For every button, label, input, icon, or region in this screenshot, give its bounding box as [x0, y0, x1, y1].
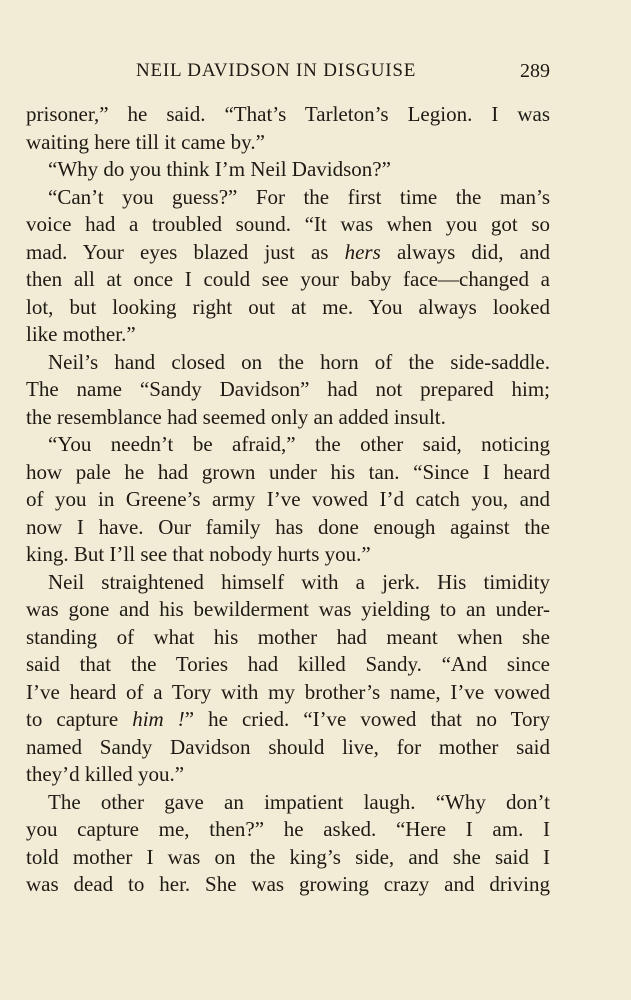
line-text: “Can’t you guess?” For the first time the man’s [48, 184, 550, 209]
text-line [26, 486, 550, 514]
text-line [26, 706, 550, 734]
line-text: was gone and his bewilderment was yielding to an under- [26, 597, 550, 621]
page-number: 289 [520, 60, 550, 82]
text-line [26, 321, 550, 349]
line-text: I’ve heard of a Tory with my brother’s name, I’ve vowed [26, 679, 550, 704]
line-text: lot, but looking right out at me. You always looked [26, 294, 550, 319]
text-line [26, 101, 550, 129]
text-line [26, 294, 550, 322]
line-text: mad. Your eyes blazed just as [26, 239, 345, 264]
text-line [26, 734, 550, 762]
line-text: now I have. Our family has done enough against the [26, 514, 550, 539]
text-line [26, 156, 550, 184]
text-line [26, 569, 550, 597]
text-line [26, 651, 550, 679]
line-text: waiting here till it came by.” [26, 129, 265, 154]
line-text: named Sandy Davidson should live, for mother said [26, 734, 550, 759]
italic-emphasis: hers [344, 239, 381, 264]
text-line [26, 624, 550, 652]
text-line [26, 871, 550, 899]
page-header [26, 60, 550, 88]
text-line [26, 844, 550, 872]
line-text: “Why do you think I’m Neil Davidson?” [48, 157, 391, 181]
text-line [26, 514, 550, 542]
line-text: king. But I’ll see that nobody hurts you.” [26, 542, 371, 566]
text-line [26, 349, 550, 377]
text-line [26, 761, 550, 789]
line-text: the resemblance had seemed only an added insult. [26, 404, 446, 429]
line-text: how pale he had grown under his tan. “Since I heard [26, 459, 550, 484]
text-line [26, 679, 550, 707]
text-line [26, 129, 550, 157]
line-text: you capture me, then?” he asked. “Here I am. I [26, 817, 550, 841]
body-text [26, 101, 550, 899]
line-text: “You needn’t be afraid,” the other said, noticing [48, 432, 550, 456]
line-text: Neil’s hand closed on the horn of the side-saddle. [48, 349, 550, 374]
text-line [26, 459, 550, 487]
line-text: The other gave an impatient laugh. “Why don’t [48, 789, 550, 814]
text-line [26, 184, 550, 212]
line-text: told mother I was on the king’s side, and she said I [26, 844, 550, 869]
line-text-after: always did, and [380, 239, 550, 264]
running-head: NEIL DAVIDSON IN DISGUISE [136, 60, 417, 81]
text-line [26, 816, 550, 844]
line-text: was dead to her. She was growing crazy and driving [26, 872, 550, 896]
line-text: to capture [26, 707, 133, 731]
text-line [26, 431, 550, 459]
line-text: Neil straightened himself with a jerk. His timidity [48, 569, 550, 594]
text-line [26, 211, 550, 239]
text-line [26, 404, 550, 432]
text-line [26, 789, 550, 817]
line-text: like mother.” [26, 322, 136, 346]
italic-emphasis: him ! [132, 707, 185, 731]
text-line [26, 266, 550, 294]
text-line [26, 541, 550, 569]
line-text: they’d killed you.” [26, 762, 185, 786]
text-line [26, 596, 550, 624]
line-text: voice had a troubled sound. “It was when you got so [26, 212, 550, 236]
line-text: then all at once I could see your baby face—changed a [26, 267, 550, 291]
line-text: of you in Greene’s army I’ve vowed I’d catch you, and [26, 487, 550, 511]
line-text-after: ” he cried. “I’ve vowed that no Tory [184, 707, 550, 731]
line-text: prisoner,” he said. “That’s Tarleton’s Legion. I was [26, 102, 550, 126]
line-text: standing of what his mother had meant when she [26, 624, 550, 649]
line-text: said that the Tories had killed Sandy. “And since [26, 652, 550, 676]
line-text: The name “Sandy Davidson” had not prepared him; [26, 377, 550, 401]
text-line [26, 239, 550, 267]
text-line [26, 376, 550, 404]
